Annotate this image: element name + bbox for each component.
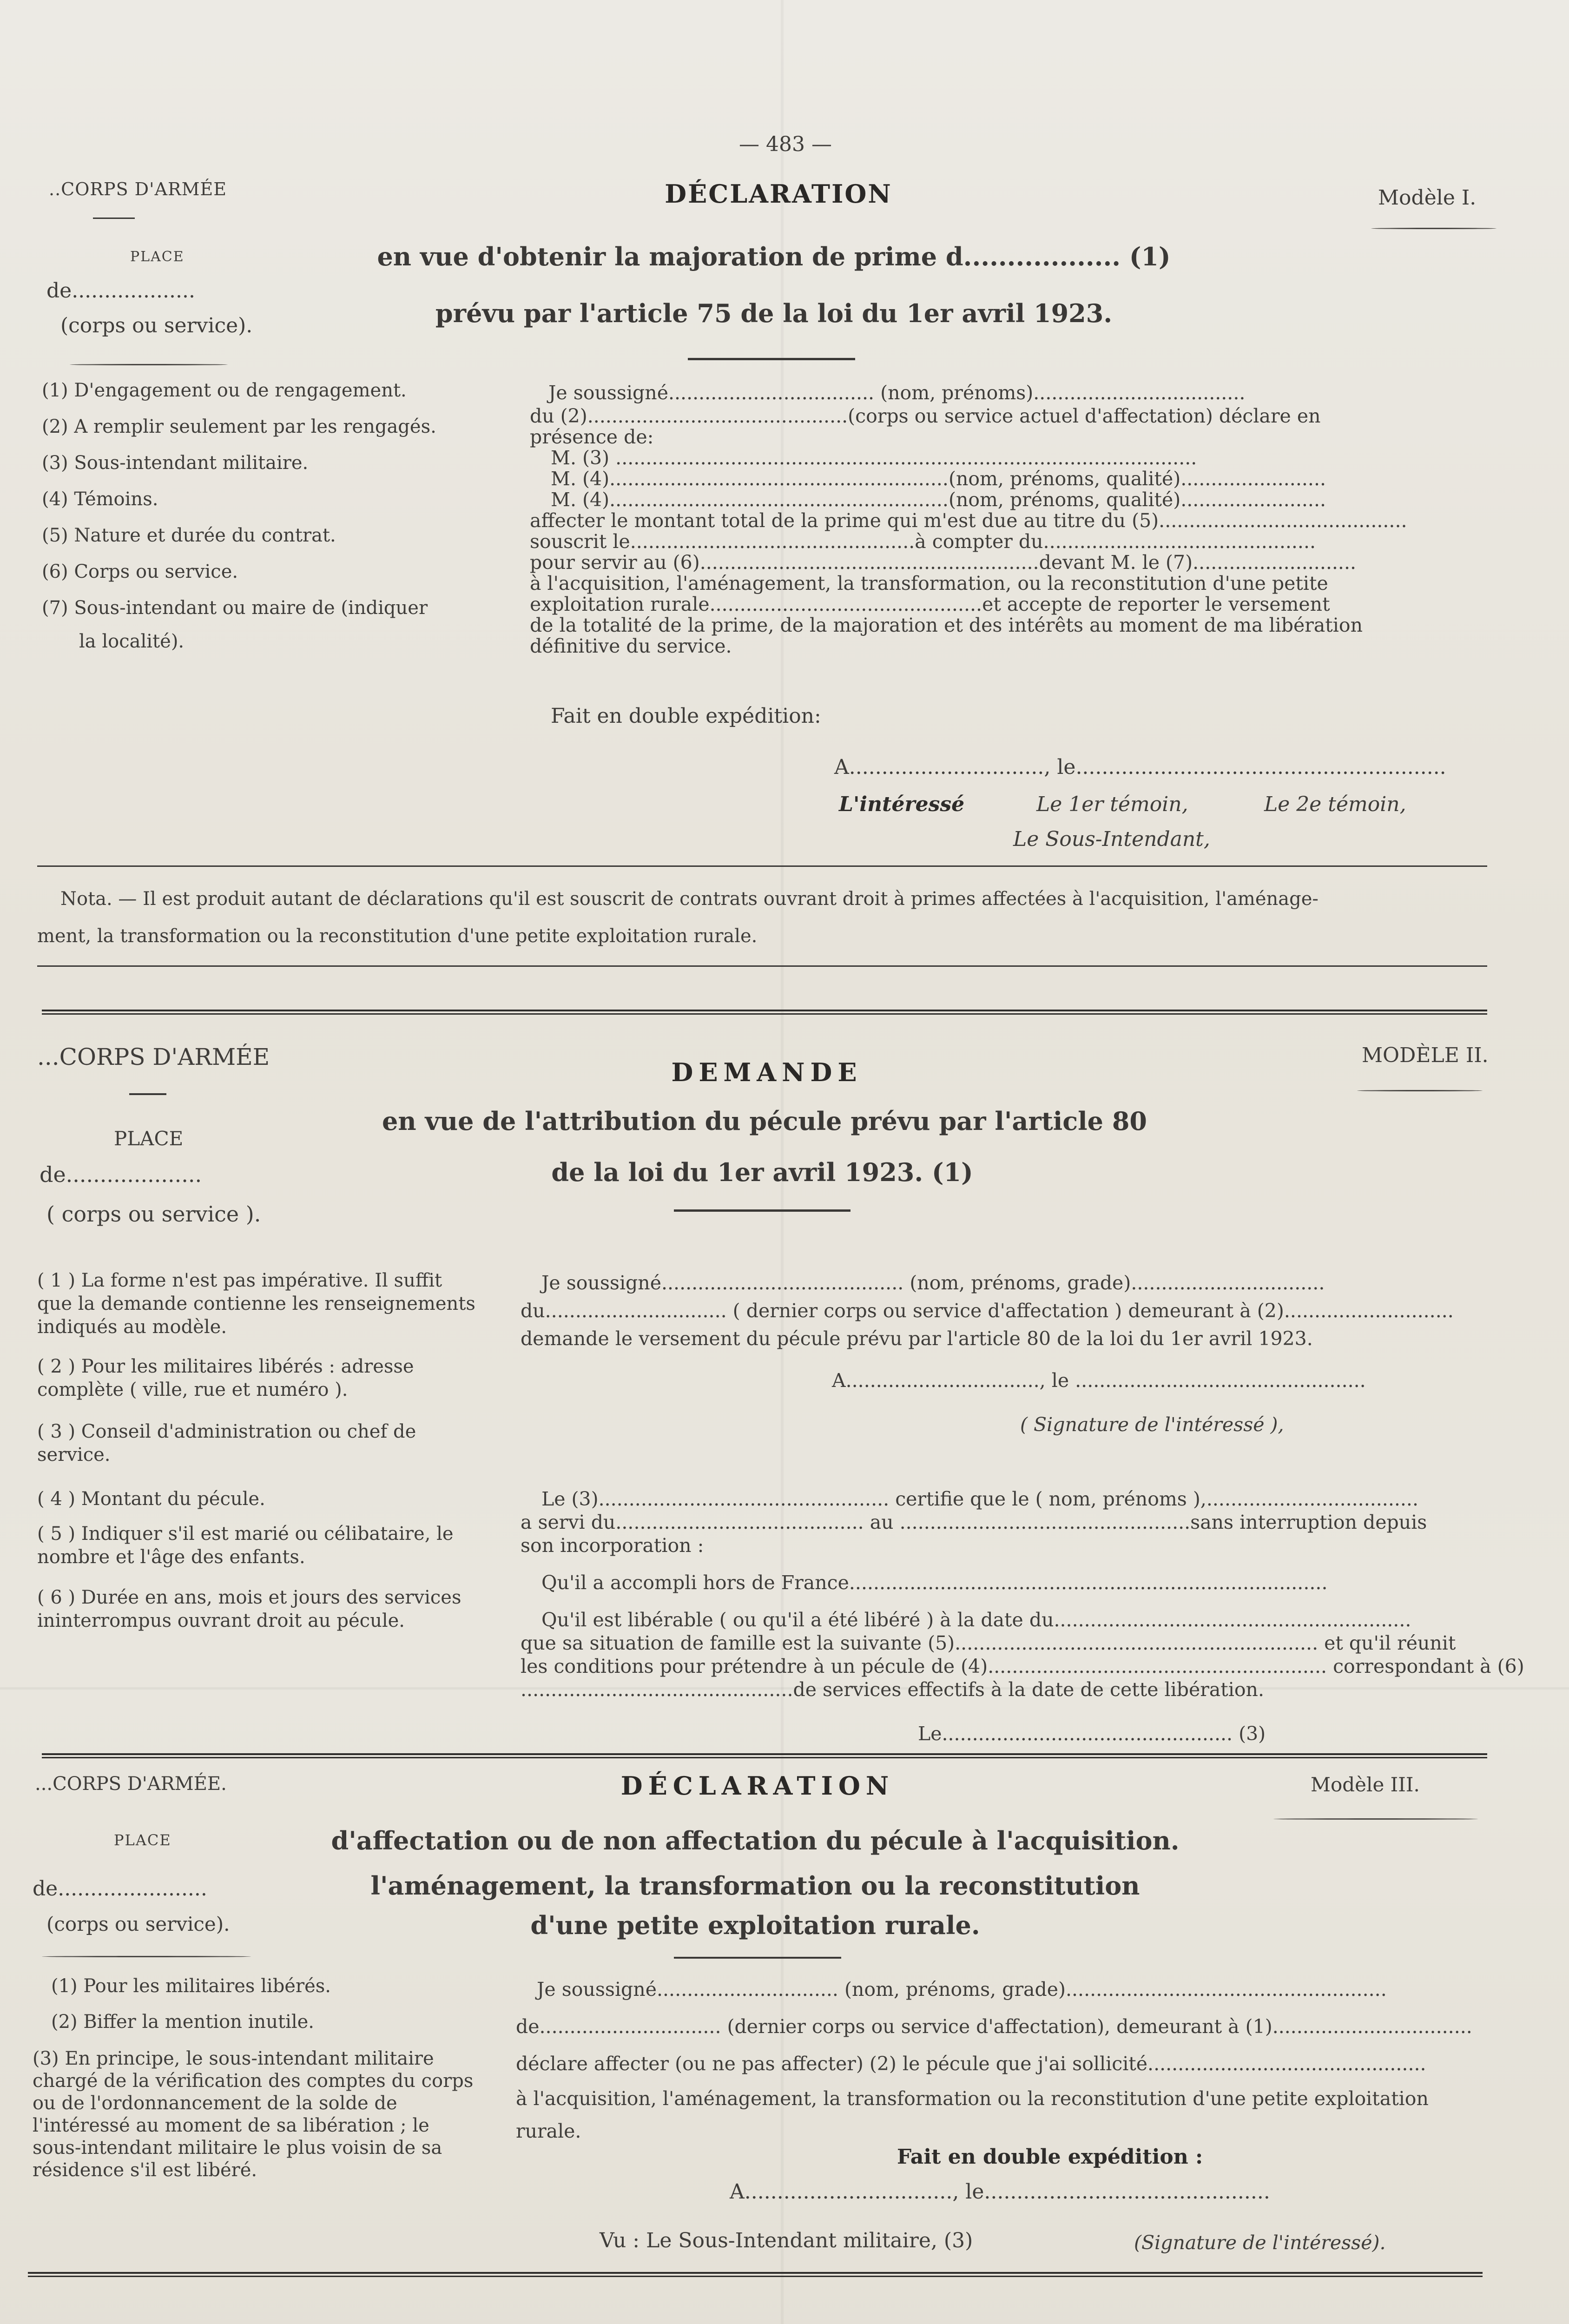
section-subtitle-3: d'une petite exploitation rurale. (530, 1910, 980, 1940)
body-line: à l'acquisition, l'aménagement, la transformation ou la reconstitution d'une petite exploitation (516, 2087, 1429, 2110)
divider (37, 965, 1487, 967)
body-line: exploitation rurale.............................................et accepte de reporter le versement (530, 593, 1330, 615)
body-line: du (2)...........................................(corps ou service actuel d'affectation) déclare en (530, 405, 1321, 427)
body-line: Je soussigné.............................. (nom, prénoms, grade)..................................................... (537, 1978, 1387, 2000)
a-le-line: A................................, le ................................................ (832, 1369, 1366, 1392)
divider (674, 1209, 850, 1212)
body-line: Le (3)................................................ certifie que le ( nom, prénoms ),................................... (541, 1488, 1419, 1510)
footnote: (7) Sous-intendant ou maire de (indiquer (42, 597, 428, 619)
divider (688, 358, 855, 360)
body-line: à l'acquisition, l'aménagement, la transformation, ou la reconstitution d'une petite (530, 572, 1328, 594)
body-line: souscrit le...............................................à compter du............................................. (530, 530, 1316, 553)
body-line: affecter le montant total de la prime qui m'est due au titre du (5)......................................... (530, 509, 1407, 532)
divider (37, 865, 1487, 867)
body-line: son incorporation : (521, 1534, 704, 1557)
signature-temoin-2: Le 2e témoin, (1264, 792, 1406, 816)
section-subtitle-1: en vue de l'attribution du pécule prévu par l'article 80 (382, 1106, 1147, 1136)
body-line: les conditions pour prétendre à un pécule de (4)........................................................ correspondant à (6) (521, 1655, 1524, 1677)
fait-en-double: Fait en double expédition: (551, 704, 821, 728)
body-line: demande le versement du pécule prévu par l'article 80 de la loi du 1er avril 1923. (521, 1327, 1313, 1350)
section-title: DÉCLARATION (620, 1771, 895, 1801)
body-line: Qu'il a accompli hors de France............................................................................... (541, 1571, 1328, 1594)
body-line: M. (4)........................................................(nom, prénoms, qualité)........................ (551, 468, 1326, 490)
body-line: pour servir au (6)........................................................devant M. le (7)........................... (530, 551, 1357, 574)
nota-line-1: Nota. — Il est produit autant de déclarations qu'il est souscrit de contrats ouvrant droit à primes affectées à l'acquisition, l'aménage- (60, 888, 1318, 910)
section-title: DÉCLARATION (665, 179, 892, 209)
divider (129, 1093, 166, 1095)
footnote: (6) Corps ou service. (42, 561, 238, 582)
footnote: ( 6 ) Durée en ans, mois et jours des services ininterrompus ouvrant droit au pécule. (37, 1587, 461, 1631)
body-line: .............................................de services effectifs à la date de cette libération. (521, 1678, 1264, 1701)
fait-en-double: Fait en double expédition : (897, 2145, 1203, 2169)
footnote: (2) Biffer la mention inutile. (51, 2011, 314, 2033)
section-separator (42, 1010, 1487, 1015)
a-le-line: A.............................., le......................................................... (834, 755, 1446, 779)
body-line: M. (3) ................................................................................................ (551, 447, 1197, 469)
de-field: de....................... (33, 1877, 207, 1901)
body-line: Qu'il est libérable ( ou qu'il a été libéré ) à la date du........................................................... (541, 1609, 1411, 1631)
corps-d-armee-label: ...CORPS D'ARMÉE. (35, 1773, 227, 1795)
body-line: a servi du......................................... au ................................................sans interruption depuis (521, 1511, 1427, 1533)
footnote: (1) D'engagement ou de rengagement. (42, 380, 407, 401)
section-title: DEMANDE (671, 1057, 863, 1087)
corps-d-armee-label: ...CORPS D'ARMÉE (37, 1043, 270, 1070)
section-subtitle-2: de la loi du 1er avril 1923. (1) (551, 1157, 973, 1187)
section-separator (42, 1753, 1487, 1758)
body-line: définitive du service. (530, 635, 732, 657)
footnote: (1) Pour les militaires libérés. (51, 1975, 331, 1997)
footnote: (5) Nature et durée du contrat. (42, 525, 336, 546)
footnote: ( 4 ) Montant du pécule. (37, 1488, 265, 1510)
body-line: de.............................. (dernier corps ou service d'affectation), demeurant à (1)................................. (516, 2015, 1472, 2038)
de-field: de................... (46, 279, 195, 303)
footnote: ( 1 ) La forme n'est pas impérative. Il suffit que la demande contienne les renseignements indiqués au modèle. (37, 1270, 475, 1338)
flourish (42, 1956, 251, 1957)
bottom-separator (28, 2272, 1483, 2277)
body-line: déclare affecter (ou ne pas affecter) (2) le pécule que j'ai sollicité.............................................. (516, 2053, 1426, 2075)
signature-interesse: ( Signature de l'intéressé ), (1020, 1413, 1284, 1436)
vu-sous-intendant: Vu : Le Sous-Intendant militaire, (3) (600, 2229, 973, 2252)
corps-d-armee-label: ..CORPS D'ARMÉE (49, 179, 227, 199)
section-subtitle-1: d'affectation ou de non affectation du pécule à l'acquisition. (331, 1826, 1180, 1855)
signature-temoin-1: Le 1er témoin, (1036, 792, 1188, 816)
section-subtitle-2: l'aménagement, la transformation ou la reconstitution (370, 1871, 1140, 1901)
signature-interesse: (Signature de l'intéressé). (1134, 2232, 1386, 2254)
modele-label: MODÈLE II. (1362, 1043, 1489, 1067)
section-subtitle-2: prévu par l'article 75 de la loi du 1er avril 1923. (435, 298, 1113, 328)
body-line: présence de: (530, 426, 654, 448)
body-line: Je soussigné.................................. (nom, prénoms)................................... (548, 382, 1246, 404)
footnote: (4) Témoins. (42, 489, 158, 510)
modele-label: Modèle III. (1311, 1773, 1420, 1796)
corps-service-label: ( corps ou service ). (46, 1202, 261, 1227)
divider (93, 218, 135, 219)
flourish (1273, 1818, 1478, 1820)
body-line: M. (4)........................................................(nom, prénoms, qualité)........................ (551, 489, 1326, 511)
corps-service-label: (corps ou service). (60, 314, 253, 337)
de-field: de.................... (40, 1162, 202, 1187)
place-label: PLACE (114, 1831, 171, 1849)
nota-line-2: ment, la transformation ou la reconstitution d'une petite exploitation rurale. (37, 925, 758, 947)
modele-label: Modèle I. (1378, 186, 1477, 210)
body-line: Je soussigné........................................ (nom, prénoms, grade)................................ (541, 1272, 1325, 1294)
section-subtitle-1: en vue d'obtenir la majoration de prime d.................. (1) (377, 242, 1171, 271)
divider (674, 1957, 841, 1959)
body-line: du.............................. ( dernier corps ou service d'affectation ) demeurant à (2)............................ (521, 1300, 1454, 1322)
footnote: (2) A remplir seulement par les rengagés. (42, 416, 436, 437)
place-label: PLACE (130, 249, 185, 265)
place-label: PLACE (114, 1127, 184, 1150)
body-line: de la totalité de la prime, de la majoration et des intérêts au moment de ma libération (530, 614, 1363, 636)
flourish (70, 364, 228, 365)
footnote: ( 3 ) Conseil d'administration ou chef de service. (37, 1421, 416, 1466)
footnote: (3) En principe, le sous-intendant militaire chargé de la vérification des comptes du corps ou de l'ordonnancement de la solde de l'intéressé au moment de sa libération ; le sous-intendant militaire le plus voisin de sa résidence s'il est libéré. (33, 2048, 474, 2181)
footnote: ( 2 ) Pour les militaires libérés : adresse complète ( ville, rue et numéro ). (37, 1356, 414, 1400)
footnote: (3) Sous-intendant militaire. (42, 452, 309, 474)
body-line: que sa situation de famille est la suivante (5)............................................................ et qu'il réunit (521, 1632, 1456, 1654)
footnote: ( 5 ) Indiquer s'il est marié ou célibataire, le nombre et l'âge des enfants. (37, 1523, 454, 1568)
le-line: Le................................................ (3) (918, 1723, 1266, 1745)
a-le-line: A................................, le............................................ (730, 2180, 1270, 2204)
flourish (1371, 228, 1496, 229)
body-line: rurale. (516, 2120, 581, 2142)
flourish (1357, 1090, 1483, 1091)
page-number: — 483 — (739, 132, 832, 156)
signature-interesse: L'intéressé (839, 792, 965, 816)
footnote: la localité). (79, 631, 185, 652)
corps-service-label: (corps ou service). (46, 1913, 230, 1935)
signature-sous-intendant: Le Sous-Intendant, (1013, 827, 1210, 851)
